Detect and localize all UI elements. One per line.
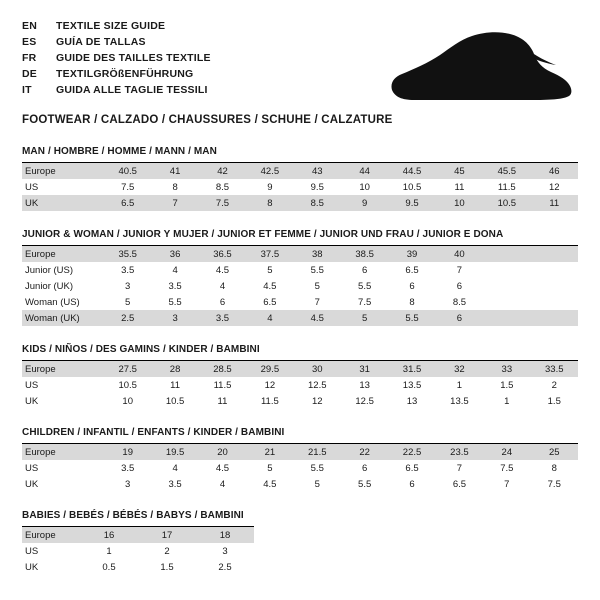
row-label: Europe [22,444,104,461]
cell: 5.5 [151,294,198,310]
cell: 2.5 [196,559,254,575]
cell: 1.5 [531,393,578,409]
table-row [22,543,254,559]
cell: 9 [341,195,388,211]
row-label: US [22,460,104,476]
cell: 22 [341,444,388,461]
cell: 4.5 [199,460,246,476]
cell: 4 [199,476,246,492]
cell: 40.5 [104,163,151,180]
cell: 10.5 [483,195,530,211]
cell: 13 [388,393,435,409]
row-label: UK [22,476,104,492]
language-title: TEXTILE SIZE GUIDE [56,20,166,32]
cell: 23.5 [436,444,483,461]
cell: 28 [151,361,198,378]
cell: 3 [196,543,254,559]
cell: 7 [436,460,483,476]
cell: 8 [388,294,435,310]
cell: 43 [294,163,341,180]
language-title: GUIDE DES TAILLES TEXTILE [56,52,211,64]
section-title: BABIES / BEBÉS / BÉBÉS / BABYS / BAMBINI [22,510,244,521]
cell: 10 [104,393,151,409]
cell: 6 [388,278,435,294]
table-row [22,444,578,461]
cell [483,262,530,278]
cell [483,294,530,310]
cell: 22.5 [388,444,435,461]
cell: 11 [151,377,198,393]
cell [531,278,578,294]
section-junior-woman [22,229,578,326]
cell: 40 [436,246,483,263]
cell: 38 [294,246,341,263]
cell: 41 [151,163,198,180]
cell: 4 [199,278,246,294]
cell: 33.5 [531,361,578,378]
cell [531,262,578,278]
table-row [22,195,578,211]
section-title: CHILDREN / INFANTIL / ENFANTS / KINDER / BAMBINI [22,427,285,438]
size-table-junior-woman [22,245,578,326]
table-row [22,527,254,544]
table-row [22,393,578,409]
row-label: US [22,179,104,195]
cell: 28.5 [199,361,246,378]
cell: 6 [341,460,388,476]
cell: 5 [341,310,388,326]
cell: 30 [294,361,341,378]
cell: 3.5 [151,476,198,492]
section-man [22,146,578,211]
cell: 7.5 [531,476,578,492]
cell: 6 [199,294,246,310]
cell [483,278,530,294]
cell: 7 [436,262,483,278]
cell: 7.5 [104,179,151,195]
table-row [22,179,578,195]
cell: 18 [196,527,254,544]
cell: 6 [341,262,388,278]
table-row [22,377,578,393]
cell [531,310,578,326]
cell: 3.5 [104,262,151,278]
cell: 6 [436,310,483,326]
cell: 5 [246,262,293,278]
row-label: Junior (UK) [22,278,104,294]
cell: 1.5 [138,559,196,575]
cell: 21.5 [294,444,341,461]
cell: 11 [436,179,483,195]
cell: 45 [436,163,483,180]
cell: 6.5 [104,195,151,211]
language-code: IT [22,84,32,96]
cell: 0.5 [80,559,138,575]
cell [531,294,578,310]
row-label: US [22,543,80,559]
table-row [22,294,578,310]
cell: 16 [80,527,138,544]
cell: 45.5 [483,163,530,180]
row-label: Europe [22,163,104,180]
cell: 2 [531,377,578,393]
language-code: ES [22,36,37,48]
row-label: UK [22,195,104,211]
cell: 11.5 [246,393,293,409]
cell: 4 [151,262,198,278]
cell: 13.5 [436,393,483,409]
cell: 3 [151,310,198,326]
cell: 2.5 [104,310,151,326]
cell: 33 [483,361,530,378]
cell: 46 [531,163,578,180]
cell: 5.5 [388,310,435,326]
cell: 8 [151,179,198,195]
cell: 3 [104,476,151,492]
cell: 12 [531,179,578,195]
cell: 1 [436,377,483,393]
cell: 12.5 [341,393,388,409]
cell: 11.5 [483,179,530,195]
row-label: Junior (US) [22,262,104,278]
cell: 1 [80,543,138,559]
cell: 3 [104,278,151,294]
cell: 3.5 [151,278,198,294]
cell: 5 [104,294,151,310]
cell: 10 [341,179,388,195]
cell: 24 [483,444,530,461]
cell: 8 [246,195,293,211]
section-children [22,427,578,492]
cell: 6 [388,476,435,492]
cell: 12 [246,377,293,393]
cell: 17 [138,527,196,544]
cell: 27.5 [104,361,151,378]
cell: 25 [531,444,578,461]
table-row [22,163,578,180]
cell: 7 [151,195,198,211]
row-label: Europe [22,527,80,544]
cell: 5 [294,278,341,294]
cell: 9.5 [388,195,435,211]
language-code: EN [22,20,37,32]
cell: 36 [151,246,198,263]
cell: 5 [294,476,341,492]
cell: 4 [246,310,293,326]
cell: 7 [483,476,530,492]
cell: 31 [341,361,388,378]
cell: 6.5 [246,294,293,310]
section-title: MAN / HOMBRE / HOMME / MANN / MAN [22,146,217,157]
cell: 13.5 [388,377,435,393]
size-table-babies [22,526,254,575]
table-row [22,278,578,294]
table-row [22,262,578,278]
language-title: TEXTILGRÖßENFÜHRUNG [56,68,194,80]
row-label: US [22,377,104,393]
cell: 8 [531,460,578,476]
section-title: JUNIOR & WOMAN / JUNIOR Y MUJER / JUNIOR ET FEMME / JUNIOR UND FRAU / JUNIOR E DONA [22,229,504,240]
row-label: Europe [22,246,104,263]
cell: 10.5 [104,377,151,393]
dress-shoe-silhouette-icon [384,28,574,104]
cell: 5.5 [341,278,388,294]
language-title: GUIDA ALLE TAGLIE TESSILI [56,84,208,96]
cell: 9.5 [294,179,341,195]
table-row [22,361,578,378]
language-title: GUÍA DE TALLAS [56,36,146,48]
cell [483,310,530,326]
cell: 11 [199,393,246,409]
cell: 4.5 [246,476,293,492]
cell: 4 [151,460,198,476]
cell: 8.5 [199,179,246,195]
cell: 2 [138,543,196,559]
language-code: DE [22,68,37,80]
cell: 10.5 [388,179,435,195]
cell: 20 [199,444,246,461]
cell: 12.5 [294,377,341,393]
cell: 5.5 [294,262,341,278]
cell: 44.5 [388,163,435,180]
section-kids [22,344,578,409]
cell: 37.5 [246,246,293,263]
cell: 42.5 [246,163,293,180]
cell: 13 [341,377,388,393]
cell: 3.5 [199,310,246,326]
cell: 10 [436,195,483,211]
cell: 1 [483,393,530,409]
table-row [22,460,578,476]
cell: 8.5 [294,195,341,211]
row-label: UK [22,559,80,575]
cell: 3.5 [104,460,151,476]
cell: 7.5 [341,294,388,310]
cell: 7.5 [483,460,530,476]
cell: 19.5 [151,444,198,461]
cell: 10.5 [151,393,198,409]
cell: 6.5 [436,476,483,492]
footwear-heading: FOOTWEAR / CALZADO / CHAUSSURES / SCHUHE / CALZATURE [22,114,393,126]
cell: 21 [246,444,293,461]
cell [483,246,530,263]
size-table-children [22,443,578,492]
cell: 42 [199,163,246,180]
size-table-man [22,162,578,211]
cell: 7.5 [199,195,246,211]
cell: 36.5 [199,246,246,263]
cell: 11 [531,195,578,211]
cell: 6 [436,278,483,294]
language-code: FR [22,52,37,64]
table-row [22,246,578,263]
cell: 7 [294,294,341,310]
cell: 6.5 [388,262,435,278]
cell: 9 [246,179,293,195]
cell: 35.5 [104,246,151,263]
table-row [22,310,578,326]
cell: 11.5 [199,377,246,393]
row-label: Woman (US) [22,294,104,310]
cell: 1.5 [483,377,530,393]
cell: 5.5 [341,476,388,492]
cell: 19 [104,444,151,461]
cell: 4.5 [246,278,293,294]
section-title: KIDS / NIÑOS / DES GAMINS / KINDER / BAMBINI [22,344,260,355]
size-table-kids [22,360,578,409]
cell: 6.5 [388,460,435,476]
cell: 44 [341,163,388,180]
cell: 39 [388,246,435,263]
cell: 4.5 [294,310,341,326]
row-label: UK [22,393,104,409]
row-label: Woman (UK) [22,310,104,326]
cell: 29.5 [246,361,293,378]
document-header [22,18,578,104]
table-row [22,476,578,492]
section-babies [22,510,578,575]
cell: 31.5 [388,361,435,378]
table-row [22,559,254,575]
cell: 32 [436,361,483,378]
cell: 5 [246,460,293,476]
row-label: Europe [22,361,104,378]
cell: 8.5 [436,294,483,310]
cell: 38.5 [341,246,388,263]
cell: 4.5 [199,262,246,278]
cell: 12 [294,393,341,409]
cell [531,246,578,263]
cell: 5.5 [294,460,341,476]
